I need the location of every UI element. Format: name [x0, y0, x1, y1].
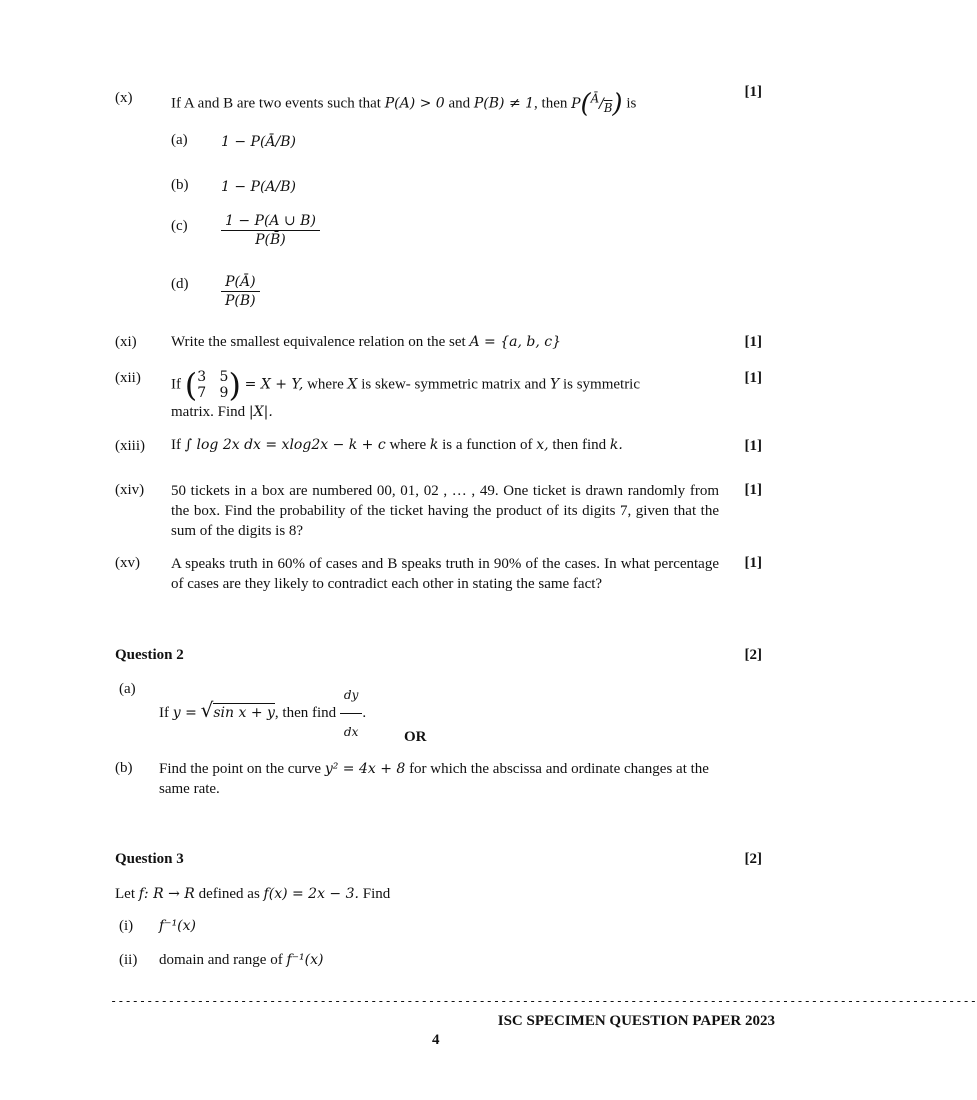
marks: [1]: [744, 438, 762, 454]
derivative-fraction: $\frac{dy}{dx}$: [340, 678, 362, 749]
part-text: Find the point on the curve y² = 4x + 8 for which the abscissa and ordinate changes at the same rate.: [159, 761, 709, 797]
option-fraction: $\frac{P(Ā)}{P(B)}$: [221, 274, 260, 309]
question-text: If A and B are two events such that P(A) > 0 and P(B) ≠ 1, then $P(^Ā/_{\overline{B}})$ is: [171, 88, 637, 119]
part-text: domain and range of f⁻¹(x): [159, 952, 324, 968]
question-number: (x): [115, 90, 133, 106]
question-text: Write the smallest equivalence relation on the set A = {a, b, c}: [171, 334, 561, 350]
part-label: (i): [119, 918, 134, 934]
option-fraction: $\frac{1 - P(A \cup B)}{P(B̄)}$: [221, 213, 320, 248]
question-heading: Question 3: [115, 851, 184, 867]
question-number: (xv): [115, 555, 140, 571]
sqrt-expression: √sin x + y: [200, 697, 275, 722]
question-text-continued: matrix. Find |X|.: [171, 404, 273, 420]
option-expression: 1 − P(A/B): [221, 179, 296, 195]
question-intro: Let f: R → R defined as f(x) = 2x − 3. Find: [115, 886, 391, 902]
marks: [2]: [744, 851, 762, 867]
footer-divider: ------------------------------------------------------------------------------------------------------------------------: [110, 994, 977, 1008]
option-label: (c): [171, 218, 188, 234]
marks: [1]: [744, 334, 762, 350]
question-text: If (3 5 7 9) = X + Y, where X is skew- symmetric matrix and Y is symmetric: [171, 366, 641, 404]
question-number: (xi): [115, 334, 137, 350]
question-text: If ∫ log 2x dx = xlog2x − k + c where k is a function of x, then find k.: [171, 437, 623, 453]
question-number: (xiv): [115, 482, 145, 498]
question-text: A speaks truth in 60% of cases and B speaks truth in 90% of the cases. In what percentage of cases are they likely to contradict each other in stating the same fact?: [171, 556, 719, 592]
option-label: (b): [171, 177, 189, 193]
marks: [2]: [744, 647, 762, 663]
marks: [1]: [744, 84, 762, 100]
marks: [1]: [744, 555, 762, 571]
option-label: (d): [171, 276, 189, 292]
part-label: (a): [119, 681, 136, 697]
footer-title: ISC SPECIMEN QUESTION PAPER 2023: [497, 1013, 775, 1029]
marks: [1]: [744, 370, 762, 386]
part-label: (ii): [119, 952, 138, 968]
marks: [1]: [744, 482, 762, 498]
option-expression: 1 − P(Ā/B): [221, 134, 296, 150]
question-number: (xiii): [115, 438, 145, 454]
part-text: If y = √sin x + y, then find $\frac{dy}{dx}$ .: [159, 678, 366, 749]
question-number: (xii): [115, 370, 141, 386]
question-heading: Question 2: [115, 647, 184, 663]
or-divider: OR: [404, 729, 427, 745]
matrix: 3 5 7 9: [197, 369, 229, 401]
part-label: (b): [115, 760, 133, 776]
part-expression: f⁻¹(x): [159, 918, 197, 934]
prob-expression: $P(^Ā/_{\overline{B}})$: [571, 88, 623, 119]
option-label: (a): [171, 132, 188, 148]
question-text: 50 tickets in a box are numbered 00, 01, 02 , … , 49. One ticket is drawn randomly from the box. Find the probability of the ticket having the product of its digits 7, given that the sum of the digits is 8?: [171, 483, 719, 539]
page-number: 4: [432, 1032, 440, 1048]
